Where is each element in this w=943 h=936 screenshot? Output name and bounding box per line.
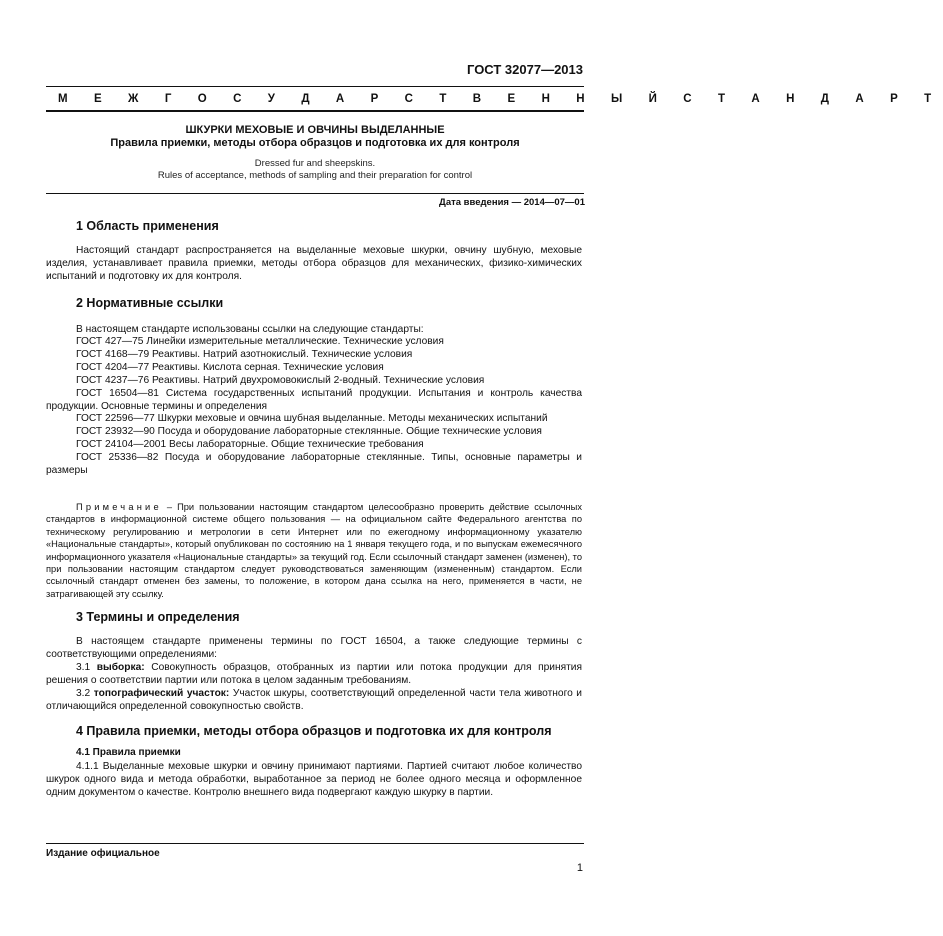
section3-intro-text: В настоящем стандарте применены термины по ГОСТ 16504, а также следующие термины с соответствующими определениями:	[46, 636, 582, 660]
term1-definition: Совокупность образцов, отобранных из партии или потока продукции для принятия решения о соответствии партии или потока в целом заданным требованиям.	[46, 662, 582, 686]
section1-heading: 1 Область применения	[76, 219, 219, 233]
term2-definition: Участок шкуры, соответствующий определенной части тела животного и отличающийся определенной совокупностью свойств.	[46, 688, 582, 712]
introduction-date: Дата введения — 2014—07—01	[439, 197, 585, 208]
section4-heading: 4 Правила приемки, методы отбора образцов и подготовка их для контроля	[76, 724, 552, 738]
reference-item: ГОСТ 23932—90 Посуда и оборудование лабораторные стеклянные. Общие технические условия	[76, 426, 542, 438]
official-edition-label: Издание официальное	[46, 848, 160, 859]
reference-item: ГОСТ 22596—77 Шкурки меховые и овчина шубная выделанные. Методы механических испытаний	[76, 413, 548, 425]
reference-item: ГОСТ 4204—77 Реактивы. Кислота серная. Технические условия	[76, 361, 384, 373]
term1-number: 3.1	[76, 662, 91, 673]
reference-item: ГОСТ 16504—81 Система государственных испытаний продукции. Испытания и контроль качества продукции. Основные термины и определения	[46, 387, 582, 412]
title-divider	[46, 193, 584, 194]
reference-item: ГОСТ 4168—79 Реактивы. Натрий азотнокислый. Технические условия	[76, 348, 413, 360]
section4-1-1-paragraph	[46, 760, 582, 799]
term1-name: выборка:	[96, 662, 145, 673]
section2-intro	[46, 323, 582, 336]
section1-paragraph	[46, 244, 582, 283]
footer-rule	[46, 843, 584, 844]
title-ru-line2: Правила приемки, методы отбора образцов и подготовка их для контроля	[110, 137, 520, 149]
term-sampling	[46, 661, 582, 687]
title-en-line2: Rules of acceptance, methods of sampling and their preparation for control	[157, 170, 473, 181]
title-en-line1: Dressed fur and sheepskins.	[254, 158, 376, 169]
note-text: – При пользовании настоящим стандартом целесообразно проверить действие ссылочных стандартов в информационной системе общего пользования — на официальном сайте Федерального агентства по техническому регулированию и метрологии в сети Интернет или по ежегодному информационному указателю «Национальные стандарты», который опубликован по состоянию на 1 января текущего года, и по выпускам ежемесячного информационного указателя «Национальные стандарты» за текущий год. Если ссылочный стандарт заменен (изменен), то при пользовании настоящим стандартом следует руководствоваться заменяющим (измененным) стандартом. Если ссылочный стандарт отменен без замены, то положение, в котором дана ссылка на него, применяется в части, не затрагивающей эту ссылку.	[46, 502, 582, 599]
section4-1-1-text: 4.1.1 Выделанные меховые шкурки и овчину принимают партиями. Партией считают любое количество шкурок одного вида и метода обработки, выработанное за период не более одного месяца и оформленное одним документом о качестве. Контролю внешнего вида подвергают каждую шкурку в партии.	[46, 761, 582, 798]
section3-heading: 3 Термины и определения	[76, 610, 240, 624]
section4-1-heading: 4.1 Правила приемки	[76, 747, 181, 758]
page-number: 1	[576, 862, 583, 874]
title-ru-line1: ШКУРКИ МЕХОВЫЕ И ОВЧИНЫ ВЫДЕЛАННЫЕ	[185, 124, 445, 136]
section3-intro	[46, 635, 582, 661]
section1-text: Настоящий стандарт распространяется на выделанные меховые шкурки, овчину шубную, меховые изделия, устанавливает правила приемки, методы отбора образцов для механических, физико-химических испытаний и подготовку их для контроля.	[46, 245, 582, 282]
term-topographic-area	[46, 687, 582, 713]
reference-item: ГОСТ 25336—82 Посуда и оборудование лабораторные стеклянные. Типы, основные параметры и размеры	[46, 452, 582, 477]
interstate-standard-label: М Е Ж Г О С У Д А Р С Т В Е Н Н Ы Й С Т А Н Д А Р Т	[58, 93, 943, 105]
title-russian	[46, 124, 584, 150]
note-label: Примечание	[76, 502, 162, 512]
term2-number: 3.2	[76, 688, 91, 699]
reference-item: ГОСТ 427—75 Линейки измерительные металлические. Технические условия	[76, 336, 444, 347]
standard-number: ГОСТ 32077—2013	[467, 62, 583, 77]
section2-intro-text: В настоящем стандарте использованы ссылки на следующие стандарты:	[76, 324, 424, 335]
reference-item: ГОСТ 4237—76 Реактивы. Натрий двухромовокислый 2-водный. Технические условия	[76, 374, 485, 386]
header-top-rule	[46, 86, 584, 87]
section2-heading: 2 Нормативные ссылки	[76, 296, 224, 310]
reference-item: ГОСТ 24104—2001 Весы лабораторные. Общие технические требования	[76, 439, 424, 451]
normative-references-list	[46, 336, 582, 478]
header-bottom-rule	[46, 110, 584, 112]
references-note	[46, 501, 582, 600]
term2-name: топографический участок:	[93, 688, 230, 699]
title-english	[46, 158, 584, 182]
